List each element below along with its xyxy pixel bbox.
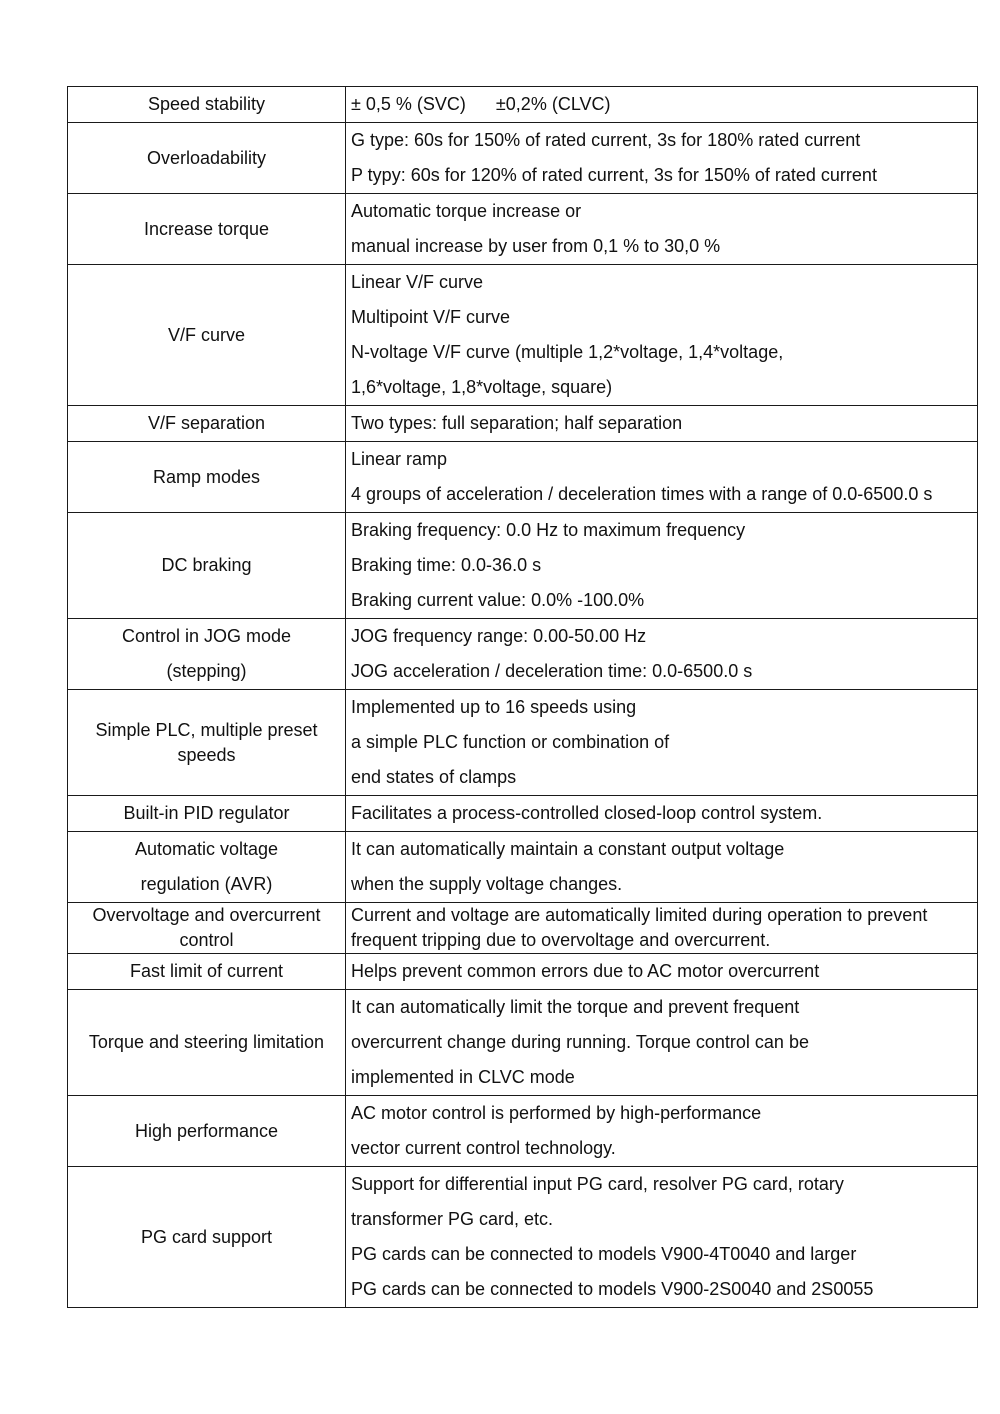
feature-label: control <box>179 930 234 950</box>
detail-line: Braking frequency: 0.0 Hz to maximum frequency <box>351 520 746 540</box>
detail-line: overcurrent change during running. Torque control can be <box>351 1032 809 1052</box>
detail-line: PG cards can be connected to models V900-2S0040 and 2S0055 <box>351 1279 874 1299</box>
detail-cell <box>346 1167 978 1308</box>
detail-cell <box>346 990 978 1096</box>
detail-line: Two types: full separation; half separation <box>351 413 683 433</box>
feature-label: Fast limit of current <box>129 961 284 981</box>
feature-cell <box>68 513 346 619</box>
detail-line: end states of clamps <box>351 767 517 787</box>
detail-line: Facilitates a process-controlled closed-loop control system. <box>351 803 823 823</box>
feature-cell <box>68 442 346 513</box>
table-row <box>68 990 978 1096</box>
feature-cell <box>68 194 346 265</box>
table-row <box>68 832 978 903</box>
feature-cell <box>68 990 346 1096</box>
detail-line: P typy: 60s for 120% of rated current, 3s for 150% of rated current <box>351 165 877 185</box>
detail-line: frequent tripping due to overvoltage and overcurrent. <box>351 930 771 950</box>
feature-cell <box>68 1167 346 1308</box>
table-row <box>68 1096 978 1167</box>
feature-cell <box>68 123 346 194</box>
feature-cell <box>68 1096 346 1167</box>
detail-line: Braking time: 0.0-36.0 s <box>351 555 542 575</box>
detail-cell <box>346 832 978 903</box>
detail-line: Implemented up to 16 speeds using <box>351 697 637 717</box>
feature-label: Automatic voltage <box>134 839 279 859</box>
detail-cell <box>346 796 978 832</box>
detail-line: Current and voltage are automatically limited during operation to prevent <box>351 905 928 925</box>
detail-cell <box>346 1096 978 1167</box>
detail-line: It can automatically maintain a constant output voltage <box>351 839 785 859</box>
detail-cell <box>346 513 978 619</box>
detail-line: Braking current value: 0.0% -100.0% <box>351 590 645 610</box>
table-row <box>68 442 978 513</box>
detail-cell <box>346 954 978 990</box>
feature-label: Ramp modes <box>152 466 261 487</box>
detail-line: PG cards can be connected to models V900-4T0040 and larger <box>351 1244 857 1264</box>
detail-cell <box>346 442 978 513</box>
table-row <box>68 513 978 619</box>
detail-line: It can automatically limit the torque and prevent frequent <box>351 997 800 1017</box>
feature-label: Torque and steering limitation <box>88 1032 325 1052</box>
table-row <box>68 87 978 123</box>
feature-label: V/F curve <box>167 324 246 345</box>
detail-line: 1,6*voltage, 1,8*voltage, square) <box>351 377 613 397</box>
feature-label: Control in JOG mode <box>121 626 292 646</box>
detail-line: manual increase by user from 0,1 % to 30,0 % <box>351 236 721 256</box>
specification-table <box>67 86 978 1308</box>
feature-cell <box>68 265 346 406</box>
detail-cell <box>346 619 978 690</box>
table-row <box>68 796 978 832</box>
feature-label: Simple PLC, multiple preset <box>95 719 318 740</box>
detail-cell <box>346 265 978 406</box>
detail-line: transformer PG card, etc. <box>351 1209 554 1229</box>
detail-line: Linear V/F curve <box>351 272 484 292</box>
feature-label: regulation (AVR) <box>140 874 273 894</box>
table-row <box>68 406 978 442</box>
detail-line: Automatic torque increase or <box>351 201 582 221</box>
feature-label: PG card support <box>140 1226 273 1247</box>
feature-label: Built-in PID regulator <box>123 803 290 823</box>
feature-label: speeds <box>177 744 236 765</box>
detail-line: AC motor control is performed by high-performance <box>351 1103 762 1123</box>
table-row <box>68 954 978 990</box>
feature-label: (stepping) <box>166 661 247 681</box>
detail-cell <box>346 87 978 123</box>
feature-cell <box>68 796 346 832</box>
feature-label: Overloadability <box>146 147 267 168</box>
detail-line: vector current control technology. <box>351 1138 616 1158</box>
feature-cell <box>68 690 346 796</box>
detail-cell <box>346 903 978 954</box>
table-row <box>68 903 978 954</box>
detail-line: G type: 60s for 150% of rated current, 3s for 180% rated current <box>351 130 861 150</box>
detail-line: Multipoint V/F curve <box>351 307 511 327</box>
feature-cell <box>68 832 346 903</box>
detail-line: N-voltage V/F curve (multiple 1,2*voltage, 1,4*voltage, <box>351 342 784 362</box>
detail-line: Support for differential input PG card, resolver PG card, rotary <box>351 1174 844 1194</box>
feature-label: Overvoltage and overcurrent <box>92 905 321 925</box>
detail-line: 4 groups of acceleration / deceleration times with a range of 0.0-6500.0 s <box>351 484 933 504</box>
detail-cell <box>346 406 978 442</box>
detail-line: Linear ramp <box>351 449 448 469</box>
table-row <box>68 194 978 265</box>
feature-label: High performance <box>134 1120 279 1141</box>
detail-cell <box>346 690 978 796</box>
table-row <box>68 690 978 796</box>
feature-label: Speed stability <box>147 94 266 114</box>
feature-label: Increase torque <box>143 218 270 239</box>
detail-line: when the supply voltage changes. <box>351 874 623 894</box>
table-row <box>68 619 978 690</box>
feature-label: DC braking <box>161 555 252 575</box>
table-row <box>68 265 978 406</box>
feature-cell <box>68 87 346 123</box>
feature-cell <box>68 954 346 990</box>
feature-cell <box>68 406 346 442</box>
detail-line: JOG frequency range: 0.00-50.00 Hz <box>351 626 647 646</box>
detail-line: Helps prevent common errors due to AC motor overcurrent <box>351 961 820 981</box>
detail-line: ± 0,5 % (SVC) ±0,2% (CLVC) <box>351 94 611 114</box>
feature-label: V/F separation <box>147 413 266 433</box>
detail-cell <box>346 123 978 194</box>
detail-line: implemented in CLVC mode <box>351 1067 575 1087</box>
table-row <box>68 123 978 194</box>
table-row <box>68 1167 978 1308</box>
detail-cell <box>346 194 978 265</box>
detail-line: a simple PLC function or combination of <box>351 732 670 752</box>
feature-cell <box>68 903 346 954</box>
detail-line: JOG acceleration / deceleration time: 0.0-6500.0 s <box>351 661 753 681</box>
feature-cell <box>68 619 346 690</box>
